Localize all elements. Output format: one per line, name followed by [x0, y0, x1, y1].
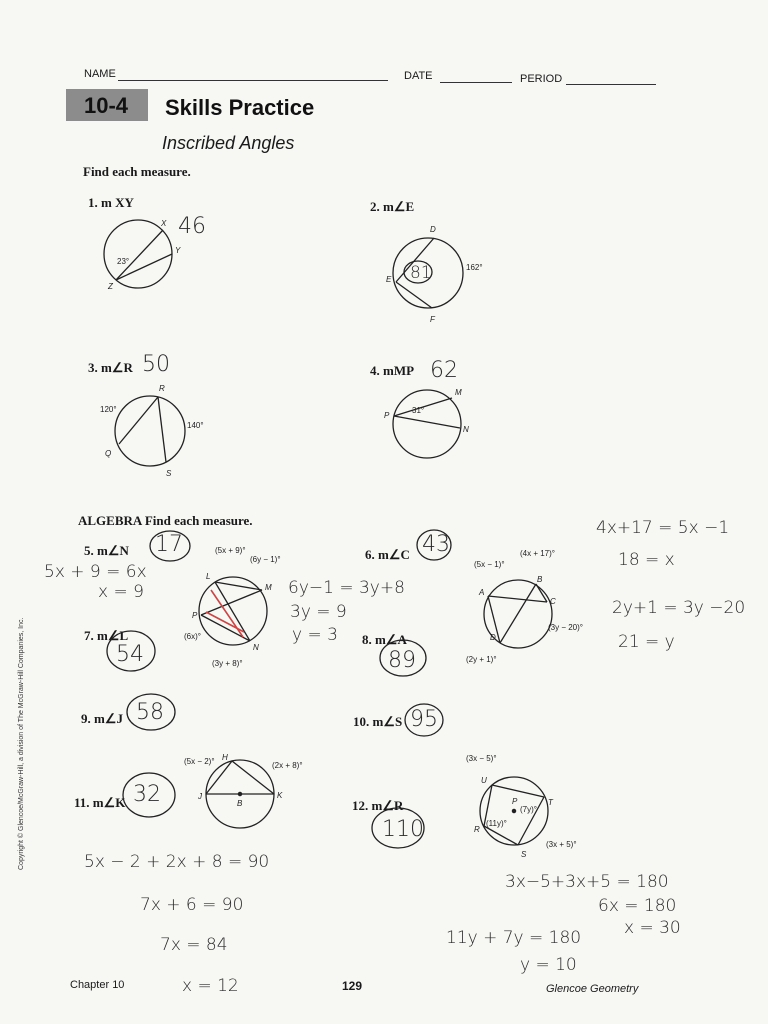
problem-11-label: 11. m∠K	[74, 795, 126, 810]
figure-11	[206, 760, 274, 828]
answer-circles	[107, 631, 443, 848]
answer-circle-9	[127, 694, 175, 730]
fig5-chord-pm	[201, 590, 262, 615]
answer-3: 50	[142, 352, 170, 377]
fig5-label-l: L	[206, 572, 211, 581]
figure-4	[393, 390, 461, 458]
answer-circle-12	[372, 808, 424, 848]
work-6a: 4x+17 = 5x −1	[596, 518, 730, 538]
fig4-circle	[393, 390, 461, 458]
fig6-chord-ac	[488, 596, 547, 602]
fig12-label-s: S	[521, 850, 527, 859]
fig5-expr-1: (5x + 9)°	[215, 546, 246, 555]
fig1-label-z: Z	[108, 282, 113, 291]
fig5-label-p: P	[192, 611, 198, 620]
problem-1-label: 1. m XY	[88, 195, 134, 210]
algebra-instruction: Find each measure.	[144, 513, 253, 528]
fig6-label-b: B	[537, 575, 543, 584]
problem-2-label: 2. m∠E	[370, 199, 415, 214]
fig5-chord-lm	[215, 582, 262, 590]
fig5-expr-3: (6x)°	[184, 632, 201, 641]
fig2-label-d: D	[430, 225, 436, 234]
answer-11: 32	[133, 782, 161, 807]
problem-12-label: 12. m∠R	[352, 798, 404, 813]
figure-12	[480, 777, 548, 845]
footer-page-number: 129	[342, 979, 363, 993]
fig12-label-t: T	[548, 798, 553, 807]
fig1-circle	[104, 220, 172, 288]
fig12-label-r: R	[474, 825, 480, 834]
fig4-label-p: P	[384, 411, 390, 420]
fig11-label-k: K	[277, 791, 283, 800]
figure-2	[393, 238, 463, 308]
answer-12: 110	[382, 817, 424, 842]
fig11-label-j: J	[198, 792, 202, 801]
date-label: DATE	[404, 70, 433, 82]
problem-9-label: 9. m∠J	[81, 711, 123, 726]
fig12-label-u: U	[481, 776, 487, 785]
answer-6: 43	[422, 532, 450, 557]
fig5-expr-2: (6y − 1)°	[250, 555, 281, 564]
answer-8: 89	[388, 648, 416, 673]
fig5-red-mark-1	[211, 590, 243, 637]
answer-2: 81	[410, 263, 432, 283]
fig12-expr-4: (3x + 5)°	[546, 840, 577, 849]
fig12-center	[512, 809, 515, 812]
fig4-label-m: M	[455, 388, 462, 397]
fig12-expr-2: (7y)°	[520, 805, 537, 814]
lesson-subtitle: Inscribed Angles	[162, 133, 295, 153]
footer-chapter: Chapter 10	[70, 979, 125, 991]
answer-circle-10	[405, 704, 443, 736]
fig12-label-p: P	[512, 797, 518, 806]
problem-3-label: 3. m∠R	[88, 360, 133, 375]
fig3-arc1: 120°	[100, 405, 117, 414]
section1-instruction: Find each measure.	[83, 164, 191, 179]
work-11d: x = 12	[182, 976, 239, 996]
fig5-label-n: N	[253, 643, 259, 652]
answer-circle-7	[107, 631, 155, 671]
fig1-label-x: X	[161, 219, 167, 228]
fig3-chord-rq	[119, 397, 158, 444]
fig2-label-e: E	[386, 275, 392, 284]
work-12d: 11y + 7y = 180	[446, 928, 582, 948]
fig3-label-q: Q	[105, 449, 112, 458]
fig6-chord-bd	[500, 584, 536, 643]
work-12b: 6x = 180	[598, 896, 677, 916]
work-5c: 6y−1 = 3y+8	[288, 578, 405, 598]
answer-10: 95	[410, 707, 438, 732]
fig6-label-d: D	[490, 633, 496, 642]
fig6-label-c: C	[550, 597, 556, 606]
figure-3	[115, 396, 185, 466]
fig6-expr-4: (2y + 1)°	[466, 655, 497, 664]
problem-10-label: 10. m∠S	[353, 714, 403, 729]
fig6-answer-circle	[417, 530, 451, 560]
answer-circle-11	[123, 773, 175, 817]
work-5e: y = 3	[292, 625, 338, 645]
fig12-expr-3: (11y)°	[486, 819, 507, 828]
fig5-label-m: M	[265, 583, 272, 592]
work-11b: 7x + 6 = 90	[140, 895, 244, 915]
answer-1: 46	[178, 214, 206, 239]
answer-9: 58	[136, 700, 164, 725]
fig5-expr-4: (3y + 8)°	[212, 659, 243, 668]
fig3-label-s: S	[166, 469, 172, 478]
lesson-number: 10-4	[84, 93, 129, 118]
lesson-title: Skills Practice	[165, 95, 315, 120]
fig5-answer-circle	[150, 531, 190, 561]
problem-5-label: 5. m∠N	[84, 543, 129, 558]
fig12-expr-1: (3x − 5)°	[466, 754, 497, 763]
fig11-label-h: H	[222, 753, 228, 762]
fig4-chord-pn	[394, 416, 460, 428]
fig6-expr-1: (5x − 1)°	[474, 560, 505, 569]
answer-7: 54	[116, 642, 144, 667]
work-6d: 21 = y	[618, 632, 675, 652]
answer-circle-8	[380, 640, 426, 676]
answer-4: 62	[430, 358, 458, 383]
figure-5	[150, 531, 267, 645]
work-11c: 7x = 84	[160, 935, 228, 955]
algebra-tag: ALGEBRA	[78, 513, 142, 528]
work-6b: 18 = x	[618, 550, 675, 570]
fig2-arc: 162°	[466, 263, 483, 272]
work-5d: 3y = 9	[290, 602, 347, 622]
fig11-label-b: B	[237, 799, 243, 808]
fig6-expr-3: (3y − 20)°	[548, 623, 583, 632]
problem-7-label: 7. m∠L	[84, 628, 129, 643]
work-5b: x = 9	[98, 582, 144, 602]
problem-8-label: 8. m∠A	[362, 632, 407, 647]
fig1-label-y: Y	[175, 246, 181, 255]
fig11-chord-hk	[232, 761, 274, 794]
work-11a: 5x − 2 + 2x + 8 = 90	[84, 852, 270, 872]
work-12c: x = 30	[624, 918, 681, 938]
figure-6	[417, 530, 552, 648]
fig11-expr-1: (5x − 2)°	[184, 757, 215, 766]
fig3-label-r: R	[159, 384, 165, 393]
fig2-chord-ed	[396, 238, 434, 282]
figure-1	[104, 220, 172, 288]
fig4-label-n: N	[463, 425, 469, 434]
work-12a: 3x−5+3x+5 = 180	[505, 872, 669, 892]
fig6-label-a: A	[479, 588, 485, 597]
fig11-center	[238, 792, 241, 795]
fig6-expr-2: (4x + 17)°	[520, 549, 555, 558]
fig11-expr-2: (2x + 8)°	[272, 761, 303, 770]
work-6c: 2y+1 = 3y −20	[612, 598, 746, 618]
fig3-chord-rs	[158, 397, 166, 462]
fig3-arc2: 140°	[187, 421, 204, 430]
fig2-answer-circle	[404, 261, 432, 283]
copyright-notice: Copyright © Glencoe/McGraw-Hill, a division of The McGraw-Hill Companies, Inc.	[18, 617, 25, 870]
footer-book: Glencoe Geometry	[546, 983, 639, 995]
problem-4-label: 4. mMP	[370, 363, 415, 378]
answer-5: 17	[155, 532, 183, 557]
fig12-chord-ut	[492, 785, 544, 797]
fig1-angle: 23°	[117, 257, 130, 266]
problem-6-label: 6. m∠C	[365, 547, 410, 562]
fig1-chord-zx	[116, 230, 163, 280]
period-label: PERIOD	[520, 73, 563, 85]
work-5a: 5x + 9 = 6x	[44, 562, 147, 582]
fig2-label-f: F	[430, 315, 435, 324]
name-label: NAME	[84, 68, 116, 80]
fig4-angle: 31°	[412, 406, 425, 415]
work-12e: y = 10	[520, 955, 577, 975]
